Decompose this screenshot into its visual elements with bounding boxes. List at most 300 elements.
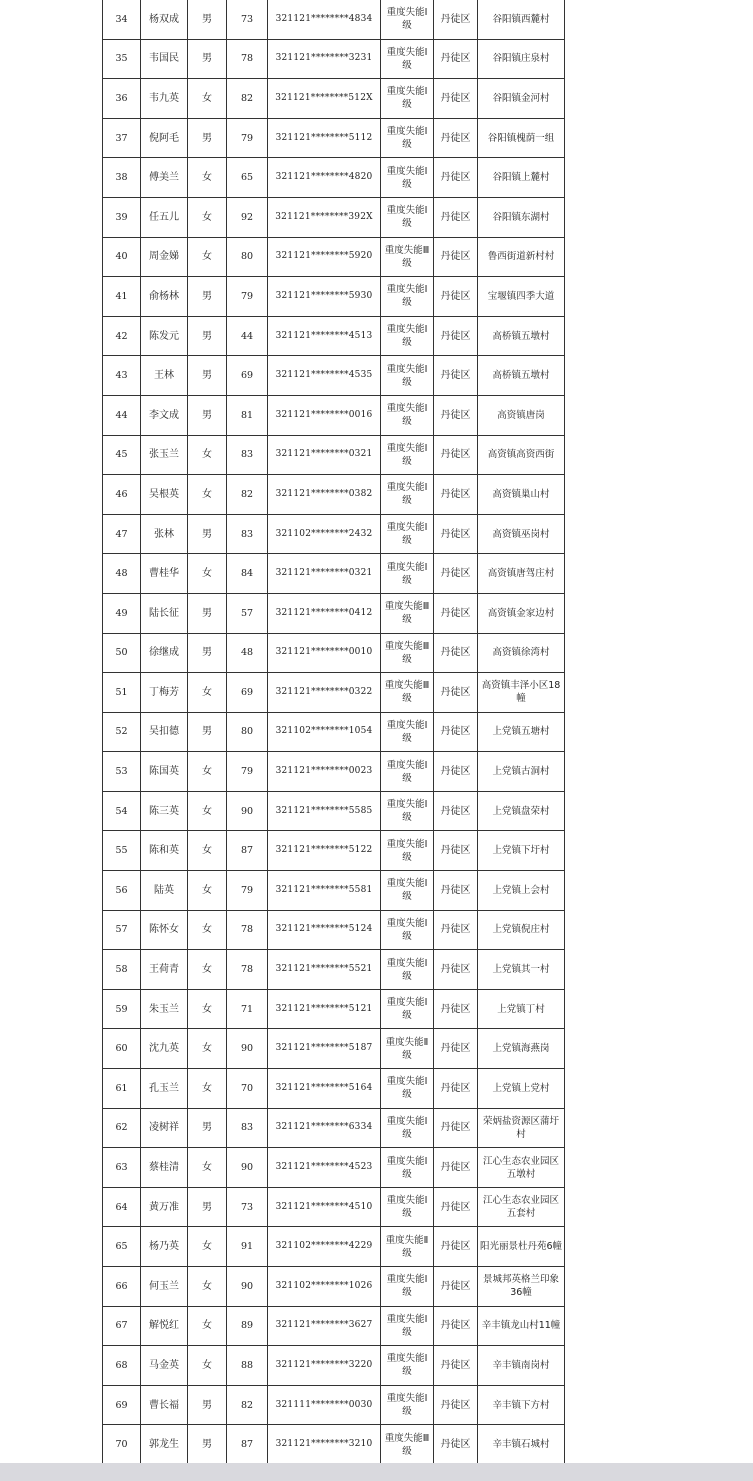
roster-table xyxy=(102,0,565,1465)
cell-address: 高桥镇五墩村 xyxy=(478,356,565,396)
cell-id-number: 321111********0030 xyxy=(268,1385,381,1425)
table-row xyxy=(103,593,565,633)
cell-gender: 男 xyxy=(188,316,227,356)
table-row xyxy=(103,1029,565,1069)
cell-age: 73 xyxy=(227,1187,268,1227)
cell-district: 丹徒区 xyxy=(434,593,478,633)
cell-serial-number: 42 xyxy=(103,316,141,356)
cell-age: 92 xyxy=(227,197,268,237)
cell-age: 80 xyxy=(227,237,268,277)
cell-age: 79 xyxy=(227,277,268,317)
cell-address: 高资镇唐驾庄村 xyxy=(478,554,565,594)
cell-district: 丹徒区 xyxy=(434,910,478,950)
cell-gender: 男 xyxy=(188,118,227,158)
cell-district: 丹徒区 xyxy=(434,1148,478,1188)
cell-age: 81 xyxy=(227,395,268,435)
cell-id-number: 321121********0382 xyxy=(268,475,381,515)
cell-id-number: 321121********5521 xyxy=(268,950,381,990)
cell-name: 郭龙生 xyxy=(141,1425,188,1465)
cell-serial-number: 39 xyxy=(103,197,141,237)
cell-name: 沈九英 xyxy=(141,1029,188,1069)
cell-name: 徐继成 xyxy=(141,633,188,673)
cell-id-number: 321121********5585 xyxy=(268,791,381,831)
cell-name: 陈国英 xyxy=(141,752,188,792)
cell-address: 上党镇海燕岗 xyxy=(478,1029,565,1069)
cell-address: 上党镇上会村 xyxy=(478,871,565,911)
cell-age: 69 xyxy=(227,356,268,396)
cell-gender: 女 xyxy=(188,475,227,515)
cell-serial-number: 64 xyxy=(103,1187,141,1227)
cell-serial-number: 65 xyxy=(103,1227,141,1267)
cell-id-number: 321102********1026 xyxy=(268,1267,381,1307)
cell-gender: 女 xyxy=(188,871,227,911)
cell-gender: 女 xyxy=(188,158,227,198)
cell-age: 78 xyxy=(227,910,268,950)
cell-disability-level: 重度失能Ⅲ级 xyxy=(381,1425,434,1465)
cell-serial-number: 56 xyxy=(103,871,141,911)
cell-address: 荣炳盐资源区蒲圩村 xyxy=(478,1108,565,1148)
cell-district: 丹徒区 xyxy=(434,158,478,198)
cell-gender: 女 xyxy=(188,1148,227,1188)
cell-age: 82 xyxy=(227,475,268,515)
cell-disability-level: 重度失能Ⅰ级 xyxy=(381,1346,434,1386)
cell-name: 吴根英 xyxy=(141,475,188,515)
cell-gender: 女 xyxy=(188,554,227,594)
cell-serial-number: 58 xyxy=(103,950,141,990)
cell-name: 曹长福 xyxy=(141,1385,188,1425)
cell-id-number: 321121********4510 xyxy=(268,1187,381,1227)
cell-address: 上党镇上党村 xyxy=(478,1069,565,1109)
cell-gender: 女 xyxy=(188,831,227,871)
cell-gender: 女 xyxy=(188,752,227,792)
cell-serial-number: 45 xyxy=(103,435,141,475)
table-row xyxy=(103,118,565,158)
cell-gender: 女 xyxy=(188,910,227,950)
cell-disability-level: 重度失能Ⅰ级 xyxy=(381,395,434,435)
cell-gender: 男 xyxy=(188,1108,227,1148)
cell-serial-number: 48 xyxy=(103,554,141,594)
cell-id-number: 321121********5581 xyxy=(268,871,381,911)
table-row xyxy=(103,514,565,554)
cell-name: 曹桂华 xyxy=(141,554,188,594)
table-row xyxy=(103,475,565,515)
cell-age: 88 xyxy=(227,1346,268,1386)
table-row xyxy=(103,79,565,119)
table-row xyxy=(103,752,565,792)
cell-name: 杨双成 xyxy=(141,0,188,39)
cell-age: 90 xyxy=(227,1029,268,1069)
cell-id-number: 321121********5920 xyxy=(268,237,381,277)
cell-address: 高资镇金家边村 xyxy=(478,593,565,633)
cell-disability-level: 重度失能Ⅰ级 xyxy=(381,79,434,119)
cell-name: 俞杨林 xyxy=(141,277,188,317)
table-row xyxy=(103,356,565,396)
cell-district: 丹徒区 xyxy=(434,395,478,435)
cell-address: 辛丰镇南岗村 xyxy=(478,1346,565,1386)
cell-district: 丹徒区 xyxy=(434,871,478,911)
cell-disability-level: 重度失能Ⅰ级 xyxy=(381,1108,434,1148)
cell-id-number: 321121********4535 xyxy=(268,356,381,396)
table-row xyxy=(103,1069,565,1109)
cell-name: 陆英 xyxy=(141,871,188,911)
cell-id-number: 321121********4834 xyxy=(268,0,381,39)
table-row xyxy=(103,791,565,831)
cell-gender: 女 xyxy=(188,237,227,277)
cell-disability-level: 重度失能Ⅰ级 xyxy=(381,831,434,871)
cell-disability-level: 重度失能Ⅰ级 xyxy=(381,356,434,396)
cell-district: 丹徒区 xyxy=(434,1029,478,1069)
cell-disability-level: 重度失能Ⅰ级 xyxy=(381,39,434,79)
table-row xyxy=(103,395,565,435)
cell-district: 丹徒区 xyxy=(434,950,478,990)
cell-serial-number: 43 xyxy=(103,356,141,396)
cell-disability-level: 重度失能Ⅰ级 xyxy=(381,1187,434,1227)
cell-address: 高资镇唐岗 xyxy=(478,395,565,435)
cell-name: 傅美兰 xyxy=(141,158,188,198)
cell-id-number: 321102********1054 xyxy=(268,712,381,752)
cell-age: 82 xyxy=(227,1385,268,1425)
table-row xyxy=(103,871,565,911)
cell-name: 陆长征 xyxy=(141,593,188,633)
cell-district: 丹徒区 xyxy=(434,277,478,317)
cell-serial-number: 50 xyxy=(103,633,141,673)
cell-disability-level: 重度失能Ⅰ级 xyxy=(381,514,434,554)
cell-age: 90 xyxy=(227,1148,268,1188)
cell-age: 57 xyxy=(227,593,268,633)
cell-age: 80 xyxy=(227,712,268,752)
cell-id-number: 321121********5930 xyxy=(268,277,381,317)
table-row xyxy=(103,910,565,950)
cell-district: 丹徒区 xyxy=(434,118,478,158)
cell-serial-number: 57 xyxy=(103,910,141,950)
cell-disability-level: 重度失能Ⅰ级 xyxy=(381,989,434,1029)
cell-name: 王林 xyxy=(141,356,188,396)
cell-gender: 女 xyxy=(188,989,227,1029)
cell-age: 82 xyxy=(227,79,268,119)
cell-serial-number: 53 xyxy=(103,752,141,792)
cell-age: 83 xyxy=(227,514,268,554)
cell-district: 丹徒区 xyxy=(434,1267,478,1307)
cell-serial-number: 52 xyxy=(103,712,141,752)
cell-id-number: 321121********0023 xyxy=(268,752,381,792)
cell-gender: 男 xyxy=(188,514,227,554)
cell-district: 丹徒区 xyxy=(434,673,478,713)
cell-age: 87 xyxy=(227,1425,268,1465)
table-row xyxy=(103,197,565,237)
cell-district: 丹徒区 xyxy=(434,1385,478,1425)
cell-district: 丹徒区 xyxy=(434,554,478,594)
cell-gender: 男 xyxy=(188,633,227,673)
cell-disability-level: 重度失能Ⅰ级 xyxy=(381,950,434,990)
table-row xyxy=(103,554,565,594)
cell-serial-number: 61 xyxy=(103,1069,141,1109)
cell-disability-level: 重度失能Ⅰ级 xyxy=(381,158,434,198)
cell-age: 89 xyxy=(227,1306,268,1346)
cell-name: 马金英 xyxy=(141,1346,188,1386)
table-row xyxy=(103,1187,565,1227)
table-row xyxy=(103,1385,565,1425)
cell-disability-level: 重度失能Ⅰ级 xyxy=(381,712,434,752)
cell-district: 丹徒区 xyxy=(434,1306,478,1346)
cell-disability-level: 重度失能Ⅰ级 xyxy=(381,1148,434,1188)
cell-serial-number: 66 xyxy=(103,1267,141,1307)
cell-address: 谷阳镇东湖村 xyxy=(478,197,565,237)
cell-gender: 男 xyxy=(188,356,227,396)
cell-id-number: 321121********0322 xyxy=(268,673,381,713)
table-row xyxy=(103,1306,565,1346)
cell-name: 丁梅芳 xyxy=(141,673,188,713)
cell-age: 44 xyxy=(227,316,268,356)
table-row xyxy=(103,1346,565,1386)
cell-address: 谷阳镇上麓村 xyxy=(478,158,565,198)
cell-district: 丹徒区 xyxy=(434,1187,478,1227)
cell-age: 78 xyxy=(227,39,268,79)
cell-gender: 女 xyxy=(188,1267,227,1307)
table-row xyxy=(103,435,565,475)
cell-age: 83 xyxy=(227,435,268,475)
cell-id-number: 321121********392X xyxy=(268,197,381,237)
cell-id-number: 321121********5124 xyxy=(268,910,381,950)
cell-disability-level: 重度失能Ⅲ级 xyxy=(381,673,434,713)
cell-disability-level: 重度失能Ⅲ级 xyxy=(381,633,434,673)
table-row xyxy=(103,1227,565,1267)
cell-name: 何玉兰 xyxy=(141,1267,188,1307)
cell-serial-number: 47 xyxy=(103,514,141,554)
cell-address: 高桥镇五墩村 xyxy=(478,316,565,356)
cell-address: 高资镇巫岗村 xyxy=(478,514,565,554)
cell-disability-level: 重度失能Ⅰ级 xyxy=(381,871,434,911)
cell-district: 丹徒区 xyxy=(434,197,478,237)
cell-disability-level: 重度失能Ⅰ级 xyxy=(381,1267,434,1307)
cell-disability-level: 重度失能Ⅰ级 xyxy=(381,1069,434,1109)
cell-district: 丹徒区 xyxy=(434,0,478,39)
cell-address: 辛丰镇龙山村11幢 xyxy=(478,1306,565,1346)
cell-id-number: 321121********5187 xyxy=(268,1029,381,1069)
cell-disability-level: 重度失能Ⅱ级 xyxy=(381,1227,434,1267)
cell-disability-level: 重度失能Ⅰ级 xyxy=(381,435,434,475)
cell-district: 丹徒区 xyxy=(434,1227,478,1267)
table-row xyxy=(103,277,565,317)
cell-name: 解悦红 xyxy=(141,1306,188,1346)
cell-disability-level: 重度失能Ⅰ级 xyxy=(381,1306,434,1346)
table-row xyxy=(103,673,565,713)
cell-name: 周金娣 xyxy=(141,237,188,277)
cell-address: 景城邦英格兰印象36幢 xyxy=(478,1267,565,1307)
cell-name: 李文成 xyxy=(141,395,188,435)
cell-serial-number: 46 xyxy=(103,475,141,515)
cell-id-number: 321121********0010 xyxy=(268,633,381,673)
cell-district: 丹徒区 xyxy=(434,712,478,752)
table-row xyxy=(103,39,565,79)
cell-serial-number: 36 xyxy=(103,79,141,119)
cell-disability-level: 重度失能Ⅱ级 xyxy=(381,1029,434,1069)
cell-id-number: 321121********5164 xyxy=(268,1069,381,1109)
cell-id-number: 321121********3220 xyxy=(268,1346,381,1386)
cell-serial-number: 35 xyxy=(103,39,141,79)
cell-gender: 女 xyxy=(188,1346,227,1386)
cell-district: 丹徒区 xyxy=(434,633,478,673)
cell-id-number: 321121********5121 xyxy=(268,989,381,1029)
cell-address: 高资镇丰泽小区18幢 xyxy=(478,673,565,713)
cell-district: 丹徒区 xyxy=(434,79,478,119)
cell-serial-number: 70 xyxy=(103,1425,141,1465)
cell-gender: 女 xyxy=(188,791,227,831)
cell-serial-number: 68 xyxy=(103,1346,141,1386)
cell-district: 丹徒区 xyxy=(434,791,478,831)
cell-id-number: 321121********0016 xyxy=(268,395,381,435)
cell-address: 辛丰镇石城村 xyxy=(478,1425,565,1465)
cell-disability-level: 重度失能Ⅰ级 xyxy=(381,197,434,237)
cell-gender: 女 xyxy=(188,1029,227,1069)
cell-name: 蔡桂清 xyxy=(141,1148,188,1188)
cell-address: 上党镇五塘村 xyxy=(478,712,565,752)
cell-disability-level: 重度失能Ⅰ级 xyxy=(381,1385,434,1425)
cell-age: 79 xyxy=(227,871,268,911)
cell-district: 丹徒区 xyxy=(434,1069,478,1109)
cell-id-number: 321121********4513 xyxy=(268,316,381,356)
cell-district: 丹徒区 xyxy=(434,989,478,1029)
cell-disability-level: 重度失能Ⅰ级 xyxy=(381,554,434,594)
cell-name: 吴扣德 xyxy=(141,712,188,752)
cell-gender: 男 xyxy=(188,395,227,435)
cell-disability-level: 重度失能Ⅰ级 xyxy=(381,277,434,317)
cell-age: 79 xyxy=(227,752,268,792)
cell-gender: 女 xyxy=(188,197,227,237)
cell-age: 90 xyxy=(227,791,268,831)
cell-district: 丹徒区 xyxy=(434,1346,478,1386)
cell-address: 谷阳镇庄泉村 xyxy=(478,39,565,79)
cell-district: 丹徒区 xyxy=(434,1108,478,1148)
cell-serial-number: 41 xyxy=(103,277,141,317)
cell-address: 鲁西街道新村村 xyxy=(478,237,565,277)
table-row xyxy=(103,1108,565,1148)
cell-name: 陈和英 xyxy=(141,831,188,871)
cell-age: 71 xyxy=(227,989,268,1029)
cell-serial-number: 59 xyxy=(103,989,141,1029)
cell-district: 丹徒区 xyxy=(434,475,478,515)
table-row xyxy=(103,1148,565,1188)
cell-serial-number: 38 xyxy=(103,158,141,198)
table-row xyxy=(103,950,565,990)
table-row xyxy=(103,1267,565,1307)
cell-name: 黄万准 xyxy=(141,1187,188,1227)
cell-gender: 男 xyxy=(188,593,227,633)
cell-age: 65 xyxy=(227,158,268,198)
cell-gender: 女 xyxy=(188,1069,227,1109)
cell-name: 韦国民 xyxy=(141,39,188,79)
cell-address: 谷阳镇槐荫一组 xyxy=(478,118,565,158)
cell-district: 丹徒区 xyxy=(434,1425,478,1465)
table-row xyxy=(103,633,565,673)
cell-name: 孔玉兰 xyxy=(141,1069,188,1109)
cell-address: 上党镇倪庄村 xyxy=(478,910,565,950)
cell-serial-number: 34 xyxy=(103,0,141,39)
cell-id-number: 321121********4523 xyxy=(268,1148,381,1188)
cell-serial-number: 55 xyxy=(103,831,141,871)
cell-address: 高资镇巢山村 xyxy=(478,475,565,515)
cell-age: 83 xyxy=(227,1108,268,1148)
roster-table-body xyxy=(103,0,565,1464)
cell-district: 丹徒区 xyxy=(434,316,478,356)
cell-district: 丹徒区 xyxy=(434,831,478,871)
cell-address: 上党镇盘荣村 xyxy=(478,791,565,831)
cell-address: 上党镇古洞村 xyxy=(478,752,565,792)
cell-gender: 男 xyxy=(188,1425,227,1465)
cell-name: 凌树祥 xyxy=(141,1108,188,1148)
table-row xyxy=(103,1425,565,1465)
cell-id-number: 321121********5122 xyxy=(268,831,381,871)
cell-district: 丹徒区 xyxy=(434,39,478,79)
cell-id-number: 321121********0412 xyxy=(268,593,381,633)
cell-name: 陈发元 xyxy=(141,316,188,356)
table-row xyxy=(103,237,565,277)
cell-serial-number: 54 xyxy=(103,791,141,831)
cell-age: 70 xyxy=(227,1069,268,1109)
cell-address: 高资镇高资西街 xyxy=(478,435,565,475)
cell-gender: 女 xyxy=(188,1227,227,1267)
cell-name: 张林 xyxy=(141,514,188,554)
cell-address: 谷阳镇金河村 xyxy=(478,79,565,119)
cell-age: 84 xyxy=(227,554,268,594)
cell-gender: 女 xyxy=(188,950,227,990)
cell-address: 上党镇其一村 xyxy=(478,950,565,990)
cell-district: 丹徒区 xyxy=(434,356,478,396)
cell-gender: 女 xyxy=(188,673,227,713)
cell-disability-level: 重度失能Ⅰ级 xyxy=(381,316,434,356)
cell-serial-number: 60 xyxy=(103,1029,141,1069)
cell-disability-level: 重度失能Ⅰ级 xyxy=(381,752,434,792)
cell-gender: 男 xyxy=(188,712,227,752)
table-row xyxy=(103,316,565,356)
cell-address: 上党镇下圩村 xyxy=(478,831,565,871)
cell-gender: 男 xyxy=(188,1385,227,1425)
cell-disability-level: 重度失能Ⅰ级 xyxy=(381,475,434,515)
cell-id-number: 321102********2432 xyxy=(268,514,381,554)
cell-name: 倪阿毛 xyxy=(141,118,188,158)
cell-age: 91 xyxy=(227,1227,268,1267)
cell-serial-number: 63 xyxy=(103,1148,141,1188)
table-row xyxy=(103,712,565,752)
cell-name: 王荷青 xyxy=(141,950,188,990)
cell-gender: 男 xyxy=(188,0,227,39)
cell-age: 69 xyxy=(227,673,268,713)
cell-address: 上党镇丁村 xyxy=(478,989,565,1029)
cell-serial-number: 49 xyxy=(103,593,141,633)
cell-gender: 男 xyxy=(188,1187,227,1227)
cell-district: 丹徒区 xyxy=(434,514,478,554)
cell-address: 谷阳镇西麓村 xyxy=(478,0,565,39)
bottom-scroll-bar[interactable] xyxy=(0,1463,753,1481)
cell-name: 陈怀女 xyxy=(141,910,188,950)
cell-address: 宝堰镇四季大道 xyxy=(478,277,565,317)
cell-id-number: 321121********3210 xyxy=(268,1425,381,1465)
cell-gender: 男 xyxy=(188,39,227,79)
cell-serial-number: 44 xyxy=(103,395,141,435)
cell-address: 江心生态农业园区五套村 xyxy=(478,1187,565,1227)
cell-id-number: 321121********0321 xyxy=(268,554,381,594)
cell-name: 朱玉兰 xyxy=(141,989,188,1029)
cell-address: 江心生态农业园区五墩村 xyxy=(478,1148,565,1188)
cell-name: 陈三英 xyxy=(141,791,188,831)
cell-serial-number: 51 xyxy=(103,673,141,713)
table-row xyxy=(103,831,565,871)
cell-serial-number: 40 xyxy=(103,237,141,277)
cell-gender: 女 xyxy=(188,435,227,475)
cell-id-number: 321102********4229 xyxy=(268,1227,381,1267)
cell-id-number: 321121********5112 xyxy=(268,118,381,158)
cell-serial-number: 37 xyxy=(103,118,141,158)
cell-address: 高资镇徐湾村 xyxy=(478,633,565,673)
